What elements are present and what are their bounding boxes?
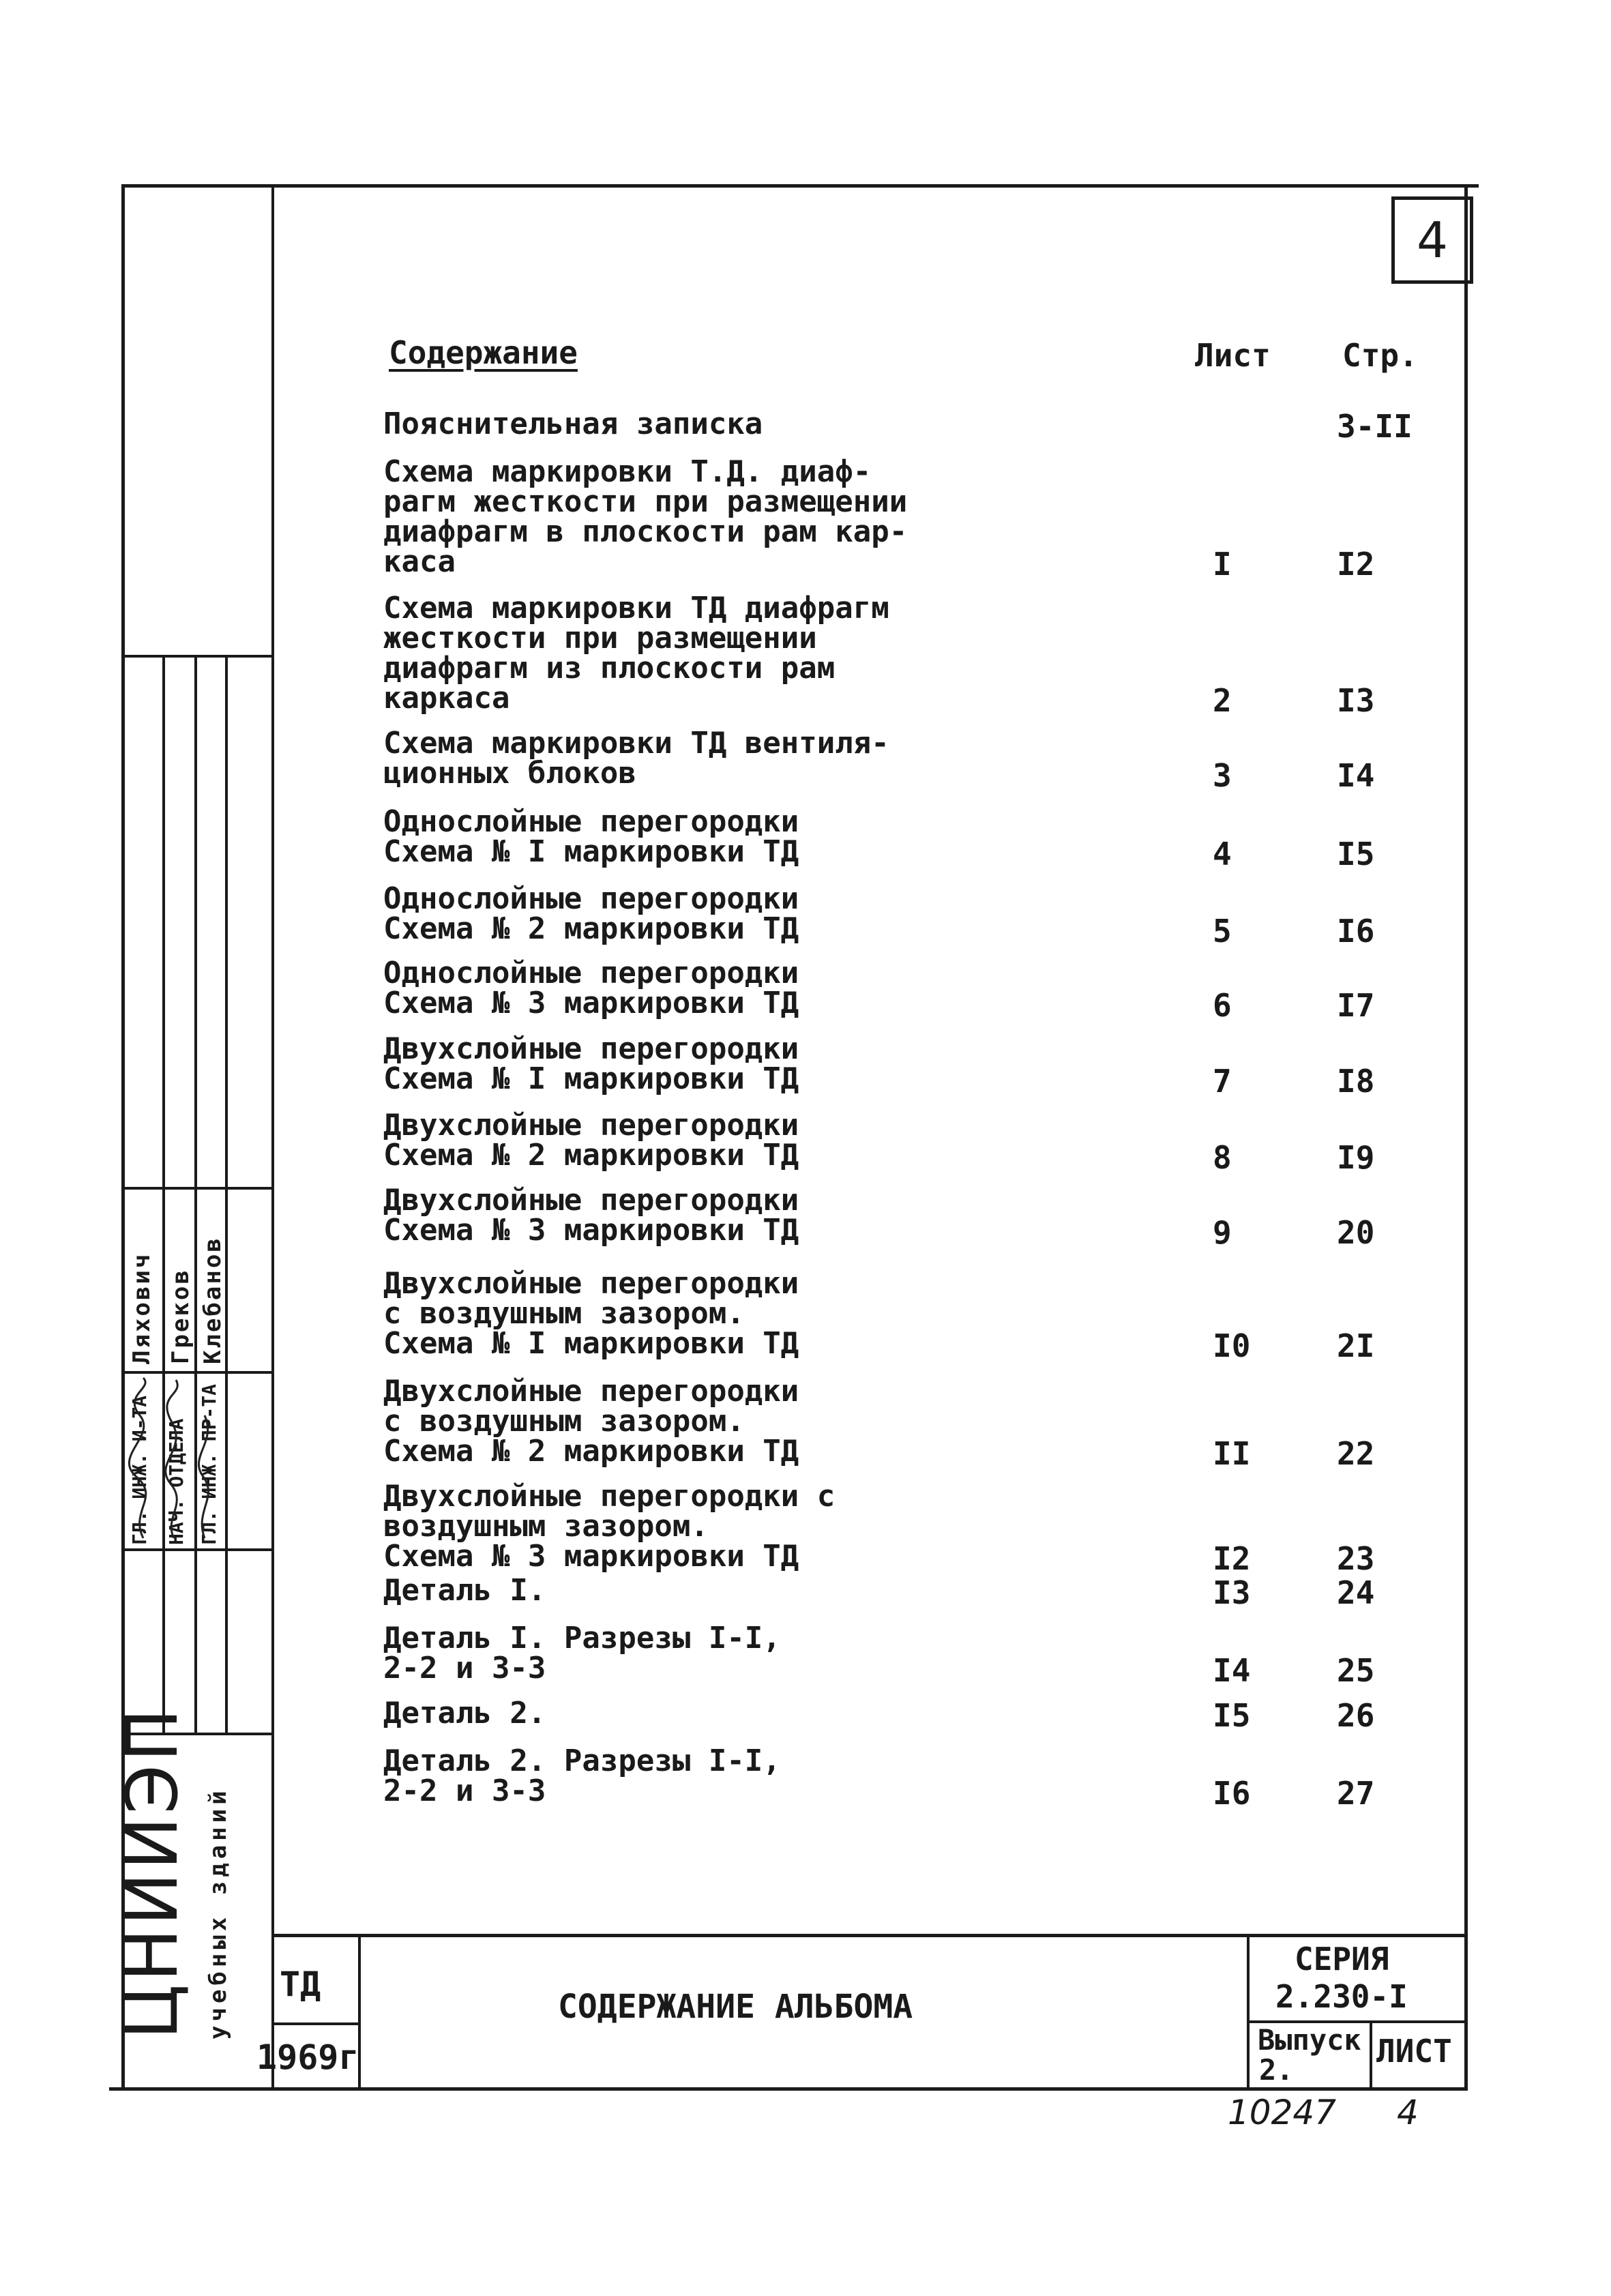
entry-sheet-number: 3: [1213, 757, 1232, 794]
entry-title-line: Схема № I маркировки ТД: [383, 1326, 799, 1361]
entry-page-number: I7: [1337, 987, 1375, 1024]
stamp-name-1: Ляхович: [128, 1252, 156, 1364]
frame-bottom-border: [109, 2087, 1466, 2091]
entry-title-line: воздушным зазором.: [383, 1509, 709, 1544]
series-label: СЕРИЯ: [1295, 1941, 1389, 1977]
entry-title-line: Схема маркировки ТД вентиля-: [383, 726, 889, 761]
entry-sheet-number: I2: [1213, 1540, 1251, 1577]
entry-page-number: I8: [1337, 1063, 1375, 1100]
entry-page-number: 27: [1337, 1775, 1375, 1812]
stamp-role-1: ГЛ. ИНЖ. И-ТА: [128, 1395, 151, 1545]
entry-title-line: Однослойные перегородки: [383, 956, 799, 990]
entry-title-line: Деталь 2. Разрезы I-I,: [383, 1743, 781, 1778]
entry-title-line: Схема № 3 маркировки ТД: [383, 1213, 799, 1248]
entry-page-number: 24: [1337, 1574, 1375, 1611]
entry-title-line: Схема № I маркировки ТД: [383, 834, 799, 869]
entry-page-number: 23: [1337, 1540, 1375, 1577]
entry-page-number: 26: [1337, 1697, 1375, 1734]
title-block-line: [271, 2022, 359, 2025]
entry-title-line: Двухслойные перегородки: [383, 1266, 799, 1301]
entry-page-number: 3-II: [1337, 408, 1413, 445]
entry-title-line: Двухслойные перегородки: [383, 1374, 799, 1409]
stamp-line: [225, 655, 228, 1733]
entry-title-line: Схема № 2 маркировки ТД: [383, 1138, 799, 1173]
stamp-line: [121, 1548, 273, 1551]
entry-title-line: Двухслойные перегородки: [383, 1108, 799, 1143]
stamp-line: [121, 655, 273, 658]
entry-title-line: Однослойные перегородки: [383, 804, 799, 839]
entry-title-line: рагм жесткости при размещении: [383, 484, 908, 519]
footer-sheet-number: 4: [1397, 2093, 1419, 2132]
entry-title-line: Деталь 2.: [383, 1696, 546, 1731]
document-year: 1969г: [256, 2037, 359, 2077]
entry-sheet-number: 9: [1213, 1214, 1232, 1251]
archive-number: 10247: [1228, 2093, 1337, 2132]
entry-page-number: 25: [1337, 1652, 1375, 1689]
entry-sheet-number: I: [1213, 546, 1232, 583]
entry-title-line: Схема № 2 маркировки ТД: [383, 1434, 799, 1469]
entry-sheet-number: I3: [1213, 1574, 1251, 1611]
document-code: ТД: [280, 1964, 321, 2004]
entry-page-number: 2I: [1337, 1327, 1375, 1364]
page-column-header: Стр.: [1342, 337, 1418, 374]
issue-label: Выпуск: [1258, 2023, 1361, 2057]
entry-title-line: ционных блоков: [383, 756, 636, 791]
title-block-line: [1247, 1934, 1250, 2087]
entry-sheet-number: I5: [1213, 1697, 1251, 1734]
entry-sheet-number: II: [1213, 1435, 1251, 1472]
entry-page-number: I2: [1337, 546, 1375, 583]
entry-page-number: I5: [1337, 836, 1375, 872]
entry-title-line: Схема № 3 маркировки ТД: [383, 1539, 799, 1574]
entry-title-line: 2-2 и 3-3: [383, 1651, 546, 1686]
entry-title-line: каркаса: [383, 681, 510, 716]
stamp-name-3: Клебанов: [199, 1236, 226, 1364]
entry-title-line: Деталь I.: [383, 1573, 546, 1608]
organization-subtitle: учебных зданий: [205, 1786, 232, 2040]
entry-title-line: 2-2 и 3-3: [383, 1773, 546, 1808]
entry-title-line: Двухслойные перегородки: [383, 1183, 799, 1218]
entry-sheet-number: I6: [1213, 1775, 1251, 1812]
entry-title-line: жесткости при размещении: [383, 621, 817, 656]
entry-title-line: Схема маркировки Т.Д. диаф-: [383, 454, 872, 489]
document-title: СОДЕРЖАНИЕ АЛЬБОМА: [558, 1988, 913, 2026]
sheet-column-header: Лист: [1195, 337, 1271, 374]
frame-stamp-divider: [271, 184, 274, 2091]
entry-sheet-number: I0: [1213, 1327, 1251, 1364]
entry-sheet-number: 4: [1213, 836, 1232, 872]
entry-title-line: Однослойные перегородки: [383, 881, 799, 916]
issue-value: 2.: [1259, 2053, 1294, 2087]
entry-title-line: Двухслойные перегородки: [383, 1031, 799, 1066]
entry-page-number: 22: [1337, 1435, 1375, 1472]
series-value: 2.230-I: [1275, 1978, 1408, 2015]
entry-title-line: Схема маркировки ТД диафрагм: [383, 591, 889, 625]
entry-page-number: I3: [1337, 682, 1375, 719]
entry-title-line: Деталь I. Разрезы I-I,: [383, 1621, 781, 1655]
entry-page-number: I6: [1337, 913, 1375, 950]
entry-title-line: диафрагм из плоскости рам: [383, 651, 836, 686]
title-block-top-line: [271, 1934, 1465, 1937]
frame-top-border: [121, 184, 1479, 188]
page-number-box: [1391, 196, 1473, 284]
entry-page-number: I9: [1337, 1139, 1375, 1176]
entry-title-line: Двухслойные перегородки с: [383, 1479, 836, 1514]
entry-sheet-number: 6: [1213, 987, 1232, 1024]
entry-page-number: 20: [1337, 1214, 1375, 1251]
entry-title-line: Пояснительная записка: [383, 407, 763, 441]
entry-page-number: I4: [1337, 757, 1375, 794]
entry-title-line: с воздушным зазором.: [383, 1404, 745, 1439]
stamp-line: [194, 655, 197, 1733]
title-block-line: [1370, 2020, 1372, 2087]
stamp-line: [162, 655, 165, 1733]
entry-title-line: каса: [383, 544, 456, 579]
stamp-line: [121, 1371, 273, 1374]
entry-title-line: с воздушным зазором.: [383, 1296, 745, 1331]
entry-title-line: Схема № I маркировки ТД: [383, 1061, 799, 1096]
entry-sheet-number: 7: [1213, 1063, 1232, 1100]
stamp-name-2: Греков: [167, 1268, 194, 1364]
entry-sheet-number: I4: [1213, 1652, 1251, 1689]
stamp-role-2: НАЧ. ОТДЕЛА: [165, 1418, 188, 1545]
entry-title-line: Схема № 3 маркировки ТД: [383, 986, 799, 1020]
entry-title-line: диафрагм в плоскости рам кар-: [383, 514, 908, 549]
entry-sheet-number: 8: [1213, 1139, 1232, 1176]
entry-title-line: Схема № 2 маркировки ТД: [383, 911, 799, 946]
entry-sheet-number: 5: [1213, 913, 1232, 950]
stamp-line: [121, 1187, 273, 1190]
organization-logo-text: ЦНИИЭП: [110, 1705, 194, 2040]
entry-sheet-number: 2: [1213, 682, 1232, 719]
frame-right-border: [1464, 184, 1468, 2091]
page-number: 4: [1417, 211, 1448, 269]
stamp-role-3: ГЛ. ИНЖ. ПР-ТА: [198, 1383, 220, 1545]
sheet-label: ЛИСТ: [1376, 2033, 1452, 2070]
contents-heading: Содержание: [389, 334, 578, 371]
signatures-image: [123, 1374, 232, 1548]
